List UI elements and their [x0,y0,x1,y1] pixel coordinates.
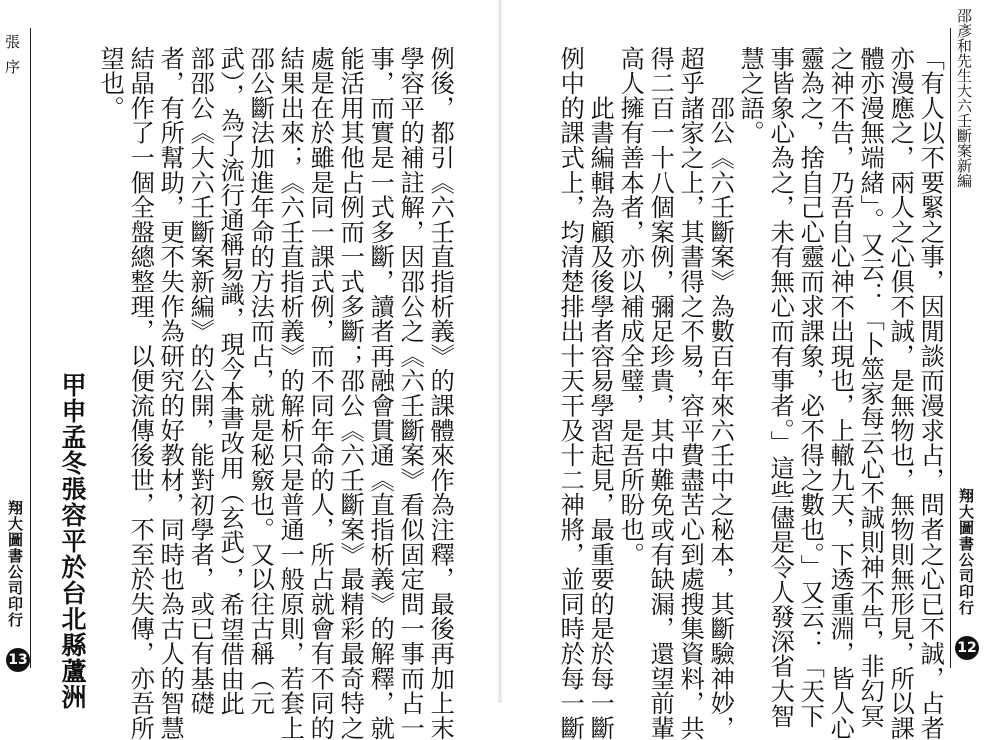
right-col-2: 亦漫應之，兩人之心俱不誠，是無物也，無物則無形見，所以課 [886,46,915,740]
left-col-10: 者，有所幫助，更不失作為研究的好教材，同時也為古人的智慧 [156,46,185,740]
right-col-13: 例中的課式上，均清楚排出十天干及十二神將，並同時於每一斷 [556,46,585,740]
right-col-10: 得二百一十八個案例，彌足珍貴，其中難免或有缺漏，還望前輩 [646,46,675,740]
right-col-3: 體亦漫無端緒」。又云：「卜筮家每云心不誠則神不告，非幻冥 [856,46,885,729]
signature: 甲申孟冬張容平於台北縣蘆洲 [58,372,87,710]
right-publisher: 翔大圖書公司印行 [957,488,975,616]
left-col-5: 處是在於雖是同一課式例，而不同年命的人，所占就會有不同的 [306,46,335,740]
right-col-1: 「有人以不要緊之事，因閒談而漫求占，問者之心已不誠，占者 [916,46,945,740]
left-page-number: 13 [6,648,30,672]
left-col-9: 部邵公《大六壬斷案新編》的公開，能對初學者，或已有基礎 [186,46,215,716]
left-col-12: 望也。 [96,46,125,121]
right-page-number: 12 [955,636,979,660]
right-col-4: 之神不告，乃吾自心神不出現也，上轍九天，下透重淵，皆人心 [826,46,855,740]
section-mark: 張序 [3,34,21,84]
left-col-4: 能活用其他占例而一式多斷；邵公《六壬斷案》最精彩最奇特之 [336,46,365,740]
right-col-8: 邵公《六壬斷案》為數百年來六壬中之秘本，其斷驗神妙， [706,46,735,740]
left-col-2: 學容平的補註解，因邵公之《六壬斷案》看似固定問一事而占一 [396,46,425,740]
left-col-3: 事，而實是一式多斷，讀者再融會貫通《直指析義》的解釋，就 [366,46,395,740]
right-col-11: 高人擁有善本者，亦以補成全璧，是吾所盼也。 [616,46,645,567]
right-col-6: 事皆象心為之，未有無心而有事者。」這些儘是令人發深省大智 [766,46,795,729]
right-col-7: 慧之語。 [736,46,765,146]
left-col-7: 邵公斷法加進年命的方法而占，就是秘竅也。又以往古稱（元 [246,46,275,716]
left-col-6: 結果出來；《六壬直指析義》的解析只是普通一般原則，若套上 [276,46,305,740]
left-col-1: 例後，都引《六壬直指析義》的課體來作為注釋，最後再加上末 [426,46,455,740]
right-col-5: 靈為之，捨自己心靈而求課象，必不得之數也。」又云：「天下 [796,46,825,729]
left-col-11: 結晶作了一個全盤總整理，以便流傳後世，不至於失傳，亦吾所 [126,46,155,740]
right-col-9: 超乎諸家之上，其書得之不易，容平費盡苦心到處搜集資料，共 [676,46,705,740]
running-title: 邵彥和先生大六壬斷案新編 [955,8,973,188]
left-col-8: 武），為了流行通稱易識，現今本書改用（玄武），希望借由此 [216,46,245,717]
left-publisher: 翔大圖書公司印行 [6,500,24,628]
right-col-12: 此書編輯為顧及後學者容易學習起見，最重要的是於每一斷 [586,46,615,740]
left-margin-rule [30,28,31,668]
right-margin-rule [950,28,951,668]
